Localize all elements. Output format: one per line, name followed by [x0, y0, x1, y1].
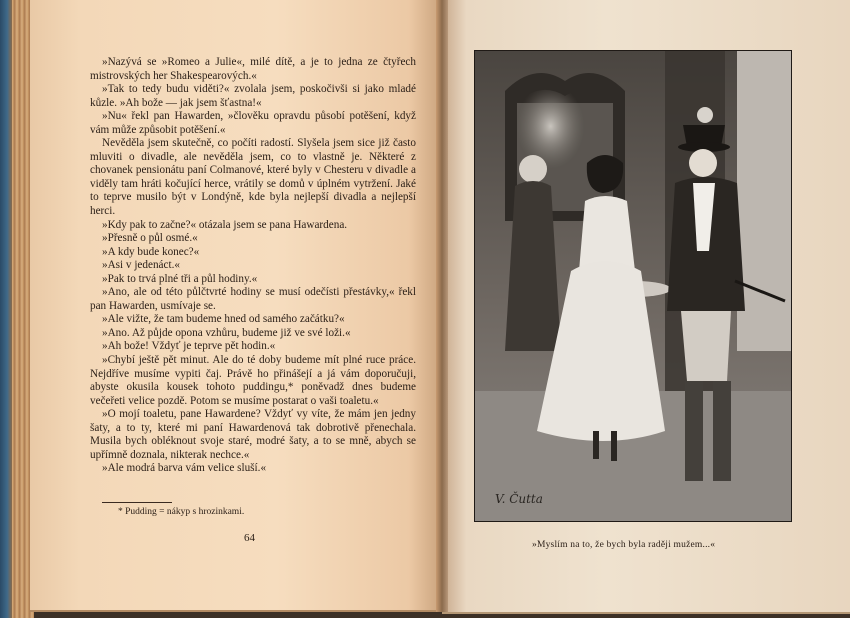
window	[737, 51, 791, 351]
paragraph: »Ah bože! Vždyť je teprve pět hodin.«	[102, 340, 276, 353]
paragraph: »Ale modrá barva vám velice sluší.«	[102, 462, 267, 475]
paragraph: »Chybí ještě pět minut. Ale do té doby budeme mít plné ruce práce. Nejdříve musíme vypiti čaj. Právě ho přinášejí a já vám doporučuji, abyste okusila kousek tohoto puddingu,* poněvadž dnes budeme večeřeti velice pozdě. Potom se musíme postarat o vaši toaletu.«	[90, 354, 416, 407]
paragraph: »Nazývá se »Romeo a Julie«, milé dítě, a je to jedna ze čtyřech mistrovských her Shakespearových.«	[90, 56, 416, 82]
book-cover-edge	[0, 0, 12, 618]
paragraph: »A kdy bude konec?«	[102, 245, 200, 258]
footnote-rule	[102, 502, 172, 503]
paragraph: »Přesně o půl osmé.«	[102, 232, 198, 245]
paragraph: »O mojí toaletu, pane Hawardene? Vždyť vy víte, že mám jen jedny šaty, a to ty, které mi paní Hawardenová tak dobrotivě přenechala. Musila bych obléknout svoje staré, modré šaty, a to se mně, abych se upřímně doznala, nikterak nechce.«	[90, 408, 416, 461]
illustration-drawing	[475, 51, 791, 521]
paragraph: »Ale vižte, že tam budeme hned od samého začátku?«	[102, 313, 345, 326]
illustration	[474, 50, 792, 522]
paragraph: »Kdy pak to začne?« otázala jsem se pana Hawardena.	[102, 218, 348, 231]
artist-signature: V. Čutta	[495, 492, 543, 506]
footnote: * Pudding = nákyp s hrozinkami.	[118, 507, 245, 517]
book-gutter	[436, 0, 448, 612]
paragraph: »Asi v jedenáct.«	[102, 259, 180, 272]
page-number: 64	[244, 532, 255, 544]
paragraph: »Pak to trvá plné tři a půl hodiny.«	[102, 272, 258, 285]
paragraph: »Tak to tedy budu viděti?« zvolala jsem, poskočivši si jako mladé kůzle. »Ah bože — jak jsem šťastna!«	[90, 83, 416, 109]
paragraph: Nevěděla jsem skutečně, co počíti radostí. Slyšela jsem sice již často mluviti o divadle, ale nevěděla jsem, co to vlastně je. Některé z chovanek pensionátu paní Colmanové, které byly v Chesteru v divadle a viděly tam hráti kočující herce, vrátily se domů v úplném vytržení. Jaké to teprve musilo být v Londýně, kde byla nejlepší divadla a nejlepší herci.	[90, 137, 416, 218]
paragraph: »Ano, ale od této půlčtvrté hodiny se musí odečísti přestávky,« řekl pan Hawarden, usmívaje se.	[90, 286, 416, 312]
paragraph: »Ano. Až půjde opona vzhůru, budeme již ve své loži.«	[102, 326, 351, 339]
paragraph: »Nu« řekl pan Hawarden, »člověku opravdu působí potěšení, když vám může způsobit potěšení.«	[90, 110, 416, 136]
left-page-text	[90, 56, 416, 476]
illustration-caption: »Myslím na to, že bych byla raději mužem...«	[532, 540, 716, 550]
